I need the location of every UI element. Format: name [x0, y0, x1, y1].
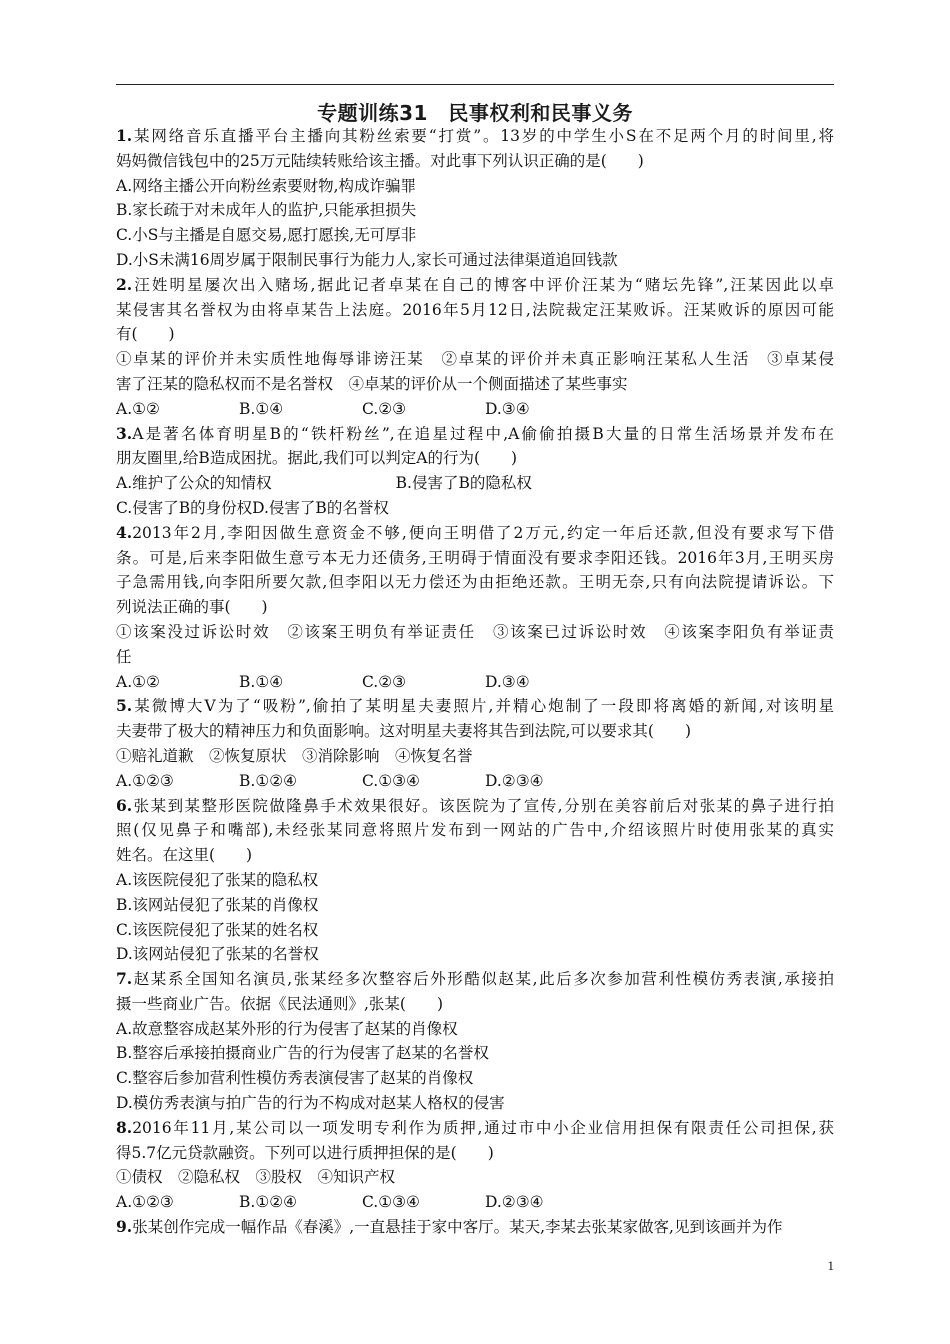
question-stem-line	[116, 843, 834, 868]
question-stem-line	[116, 794, 834, 819]
question-stem-text: 有( )	[116, 325, 175, 344]
page-number: 1	[827, 1258, 834, 1273]
answer-choice: B.①④	[239, 399, 284, 418]
question-stem-text: 2016年11月,某公司以一项发明专利作为质押,通过市中小企业信用担保有限责任公司担保,获	[132, 1118, 834, 1137]
question-stem-text: 夫妻带了极大的精神压力和负面影响。这对明星夫妻将其告到法院,可以要求其( )	[116, 722, 692, 741]
question-stem-line	[116, 124, 834, 149]
page-title: 专题训练31 民事权利和民事义务	[317, 101, 633, 125]
question-stem-line	[116, 149, 834, 174]
question-stem-line	[116, 273, 834, 298]
answer-option: C.整容后参加营利性模仿秀表演侵害了赵某的肖像权	[116, 1069, 474, 1088]
question-stem-line	[116, 1141, 834, 1166]
answer-choice: A.①②	[116, 399, 160, 418]
question-number: 6.	[116, 795, 133, 815]
question-stem-text: 张某创作完成一幅作品《春溪》,一直悬挂于家中客厅。某天,李某去张某家做客,见到该画并为作	[132, 1218, 783, 1237]
question-stem-line	[116, 719, 834, 744]
question-3	[116, 422, 834, 521]
question-stem-line	[116, 298, 834, 323]
question-7	[116, 967, 834, 1116]
question-stem-text: 张某到某整形医院做隆鼻手术效果很好。该医院为了宣传,分别在美容前后对张某的鼻子进行拍	[132, 796, 834, 815]
answer-choice: B.①②④	[239, 771, 298, 790]
question-stem-line	[116, 967, 834, 992]
question-number: 2.	[116, 274, 133, 294]
question-8	[116, 1116, 834, 1215]
question-stem-text: 汪姓明星屡次出入赌场,据此记者卓某在自己的博客中评价汪某为“赌坛先锋”,汪某因此以卓	[132, 275, 834, 294]
question-4	[116, 521, 834, 695]
answer-option: A.网络主播公开向粉丝索要财物,构成诈骗罪	[116, 176, 417, 195]
question-stem-line	[116, 694, 834, 719]
answer-choices-row	[116, 397, 834, 422]
question-stem-line	[116, 992, 834, 1017]
question-stem-text: 某网络音乐直播平台主播向其粉丝索要“打赏”。13岁的中学生小S在不足两个月的时间里,将	[132, 127, 834, 145]
question-stem-text: 照(仅见鼻子和嘴部),未经张某同意将照片发布到一网站的广告中,介绍该照片时使用张某的真实	[116, 821, 834, 840]
statement-line: ①卓某的评价并未实质性地侮辱诽谤汪某 ②卓某的评价并未真正影响汪某私人生活 ③卓某侵	[116, 350, 834, 369]
question-2	[116, 273, 834, 422]
answer-choice: C.①③④	[362, 771, 420, 790]
question-stem-line	[116, 1116, 834, 1141]
question-stem-text: 2013年2月,李阳因做生意资金不够,便向王明借了2万元,约定一年后还款,但没有要求写下借	[132, 523, 834, 542]
question-stem-text: 子急需用钱,向李阳所要欠款,但李阳以无力偿还为由拒绝还款。王明无奈,只有向法院提请诉讼。下	[116, 573, 834, 592]
answer-option: B.家长疏于对未成年人的监护,只能承担损失	[116, 201, 417, 220]
answer-choice: A.①②	[116, 672, 160, 691]
answer-choices-row	[116, 670, 834, 695]
answer-choice: C.②③	[362, 399, 407, 418]
answer-choice: D.③④	[485, 399, 530, 418]
statement-line: 害了汪某的隐私权而不是名誉权 ④卓某的评价从一个侧面描述了某些事实	[116, 374, 628, 393]
question-list	[116, 124, 834, 1240]
statement-line: 任	[116, 647, 132, 666]
answer-option: A.维护了公众的知情权 B.侵害了B的隐私权	[116, 474, 532, 493]
answer-option: D.该网站侵犯了张某的名誉权	[116, 945, 319, 964]
question-stem-text: 某微博大V为了“吸粉”,偷拍了某明星夫妻照片,并精心炮制了一段即将离婚的新闻,对该明星	[132, 697, 834, 716]
answer-choice: A.①②③	[116, 1193, 174, 1212]
question-stem-line	[116, 595, 834, 620]
question-stem-text: 某侵害其名誉权为由将卓某告上法庭。2016年5月12日,法院裁定汪某败诉。汪某败诉的原因可能	[116, 300, 834, 319]
question-stem-line	[116, 570, 834, 595]
question-stem-line	[116, 546, 834, 571]
answer-choice: C.①③④	[362, 1193, 420, 1212]
statement-line: ①该案没过诉讼时效 ②该案王明负有举证责任 ③该案已过诉讼时效 ④该案李阳负有举证责	[116, 622, 834, 641]
answer-option: B.该网站侵犯了张某的肖像权	[116, 895, 319, 914]
answer-option: C.小S与主播是自愿交易,愿打愿挨,无可厚非	[116, 226, 417, 245]
answer-choices-row	[116, 769, 834, 794]
answer-option: D.小S未满16周岁属于限制民事行为能力人,家长可通过法律渠道追回钱款	[116, 250, 618, 269]
question-number: 8.	[116, 1117, 133, 1137]
statement-line: ①赔礼道歉 ②恢复原状 ③消除影响 ④恢复名誉	[116, 746, 473, 765]
question-stem-line	[116, 422, 834, 447]
answer-choice: B.①②④	[239, 1193, 298, 1212]
statement-line: ①债权 ②隐私权 ③股权 ④知识产权	[116, 1168, 396, 1187]
question-stem-text: A是著名体育明星B的“铁杆粉丝”,在追星过程中,A偷偷拍摄B大量的日常生活场景并发布在	[132, 424, 834, 443]
question-1	[116, 124, 834, 273]
question-stem-text: 姓名。在这里( )	[116, 846, 253, 865]
question-number: 7.	[116, 969, 133, 989]
answer-choice: B.①④	[239, 672, 284, 691]
answer-choice: A.①②③	[116, 771, 174, 790]
question-stem-line	[116, 818, 834, 843]
question-number: 4.	[116, 522, 133, 542]
question-5	[116, 694, 834, 793]
question-stem-text: 摄一些商业广告。依据《民法通则》,张某( )	[116, 994, 444, 1013]
answer-choices-row	[116, 1190, 834, 1215]
answer-choice: D.②③④	[485, 771, 544, 790]
question-stem-line	[116, 322, 834, 347]
answer-option: B.整容后承接拍摄商业广告的行为侵害了赵某的名誉权	[116, 1044, 489, 1063]
question-stem-line	[116, 1215, 834, 1240]
header-rule	[116, 84, 834, 85]
question-stem-text: 赵某系全国知名演员,张某经多次整容后外形酷似赵某,此后多次参加营利性模仿秀表演,承接拍	[132, 970, 834, 989]
answer-option: C.侵害了B的身份权D.侵害了B的名誉权	[116, 498, 389, 517]
question-stem-text: 妈妈微信钱包中的25万元陆续转账给该主播。对此事下列认识正确的是( )	[116, 151, 644, 170]
question-stem-text: 朋友圈里,给B造成困扰。据此,我们可以判定A的行为( )	[116, 449, 518, 468]
question-number: 5.	[116, 696, 133, 716]
question-stem-line	[116, 446, 834, 471]
question-6	[116, 794, 834, 968]
answer-choice: D.③④	[485, 672, 530, 691]
answer-option: A.故意整容成赵某外形的行为侵害了赵某的肖像权	[116, 1019, 458, 1038]
answer-option: C.该医院侵犯了张某的姓名权	[116, 920, 319, 939]
question-stem-text: 条。可是,后来李阳做生意亏本无力还债务,王明碍于情面没有要求李阳还钱。2016年3月,王明买房	[116, 548, 834, 567]
question-9	[116, 1215, 834, 1240]
question-number: 3.	[116, 423, 133, 443]
answer-option: D.模仿秀表演与拍广告的行为不构成对赵某人格权的侵害	[116, 1094, 505, 1113]
question-number: 1.	[116, 126, 133, 145]
question-stem-text: 得5.7亿元贷款融资。下列可以进行质押担保的是( )	[116, 1143, 494, 1162]
answer-option: A.该医院侵犯了张某的隐私权	[116, 870, 319, 889]
answer-choice: C.②③	[362, 672, 407, 691]
question-stem-text: 列说法正确的事( )	[116, 598, 268, 617]
question-stem-line	[116, 521, 834, 546]
answer-choice: D.②③④	[485, 1193, 544, 1212]
question-number: 9.	[116, 1217, 133, 1237]
